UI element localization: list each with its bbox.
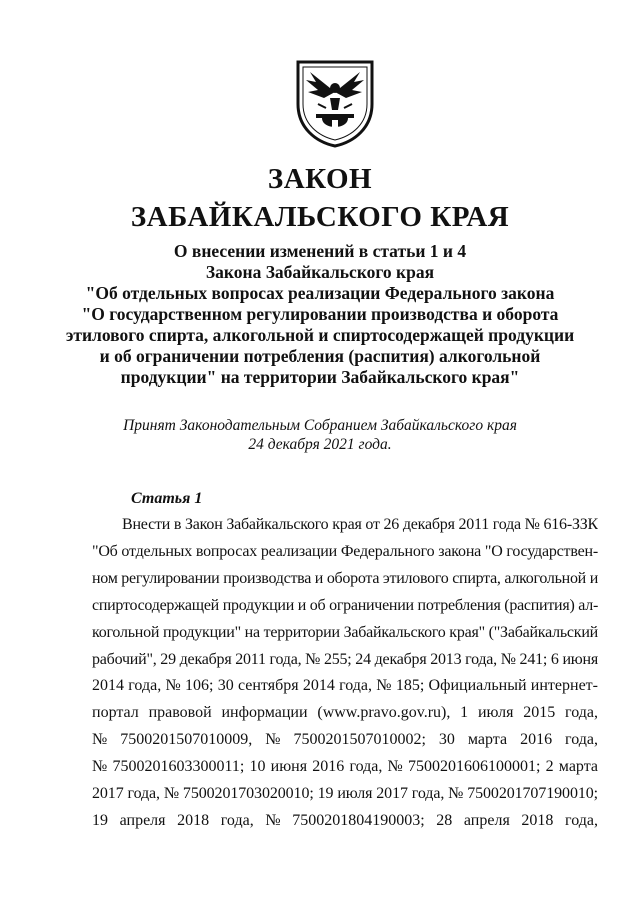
body-line: 2017 года, № 7500201703020010; 19 июля 2017 года, № 7500201707190010; xyxy=(92,785,598,803)
law-heading: ЗАКОН xyxy=(267,163,373,195)
body-line: ном регулировании производства и оборота этилового спирта, алкогольной и xyxy=(92,569,598,587)
body-line: рабочий", 29 декабря 2011 года, № 255; 24 декабря 2013 года, № 241; 6 июня xyxy=(92,650,598,668)
body-line: 2014 года, № 106; 30 сентября 2014 года, № 185; Официальный интернет- xyxy=(92,677,598,695)
subtitle-line: "Об отдельных вопросах реализации Федерального закона xyxy=(85,283,555,303)
adoption-line: Принят Законодательным Собранием Забайкальского края xyxy=(123,417,517,434)
subtitle-line: "О государственном регулировании производства и оборота xyxy=(81,304,559,324)
body-line: когольной продукции" на территории Забайкальского края" ("Забайкальский xyxy=(92,623,598,641)
adoption-note xyxy=(60,416,580,454)
body-line: № 7500201603300011; 10 июня 2016 года, № 7500201606100001; 2 марта xyxy=(92,758,598,776)
body-line: Внести в Закон Забайкальского края от 26 декабря 2011 года № 616-ЗЗК xyxy=(122,516,598,533)
article-heading: Статья 1 xyxy=(131,490,203,507)
law-subtitle xyxy=(60,241,580,388)
body-line: "Об отдельных вопросах реализации Федерального закона "О государствен- xyxy=(92,542,598,560)
body-line: № 7500201507010009, № 7500201507010002; 30 марта 2016 года, xyxy=(92,731,598,749)
subtitle-line: О внесении изменений в статьи 1 и 4 xyxy=(173,241,467,261)
region-heading: ЗАБАЙКАЛЬСКОГО КРАЯ xyxy=(130,201,510,233)
adoption-date: 24 декабря 2021 года. xyxy=(248,436,392,453)
body-line: 19 апреля 2018 года, № 7500201804190003; 28 апреля 2018 года, xyxy=(92,811,598,829)
subtitle-line: продукции" на территории Забайкальского края" xyxy=(120,367,520,387)
body-line: портал правовой информации (www.pravo.gov.ru), 1 июля 2015 года, xyxy=(92,704,598,722)
article-body xyxy=(92,512,598,835)
body-line: спиртосодержащей продукции и об ограничении потребления (распития) ал- xyxy=(92,596,598,614)
subtitle-line: этилового спирта, алкогольной и спиртосодержащей продукции xyxy=(65,325,575,345)
coat-of-arms-emblem xyxy=(294,58,376,148)
subtitle-line: и об ограничении потребления (распития) алкогольной xyxy=(99,346,541,366)
subtitle-line: Закона Забайкальского края xyxy=(205,262,435,282)
